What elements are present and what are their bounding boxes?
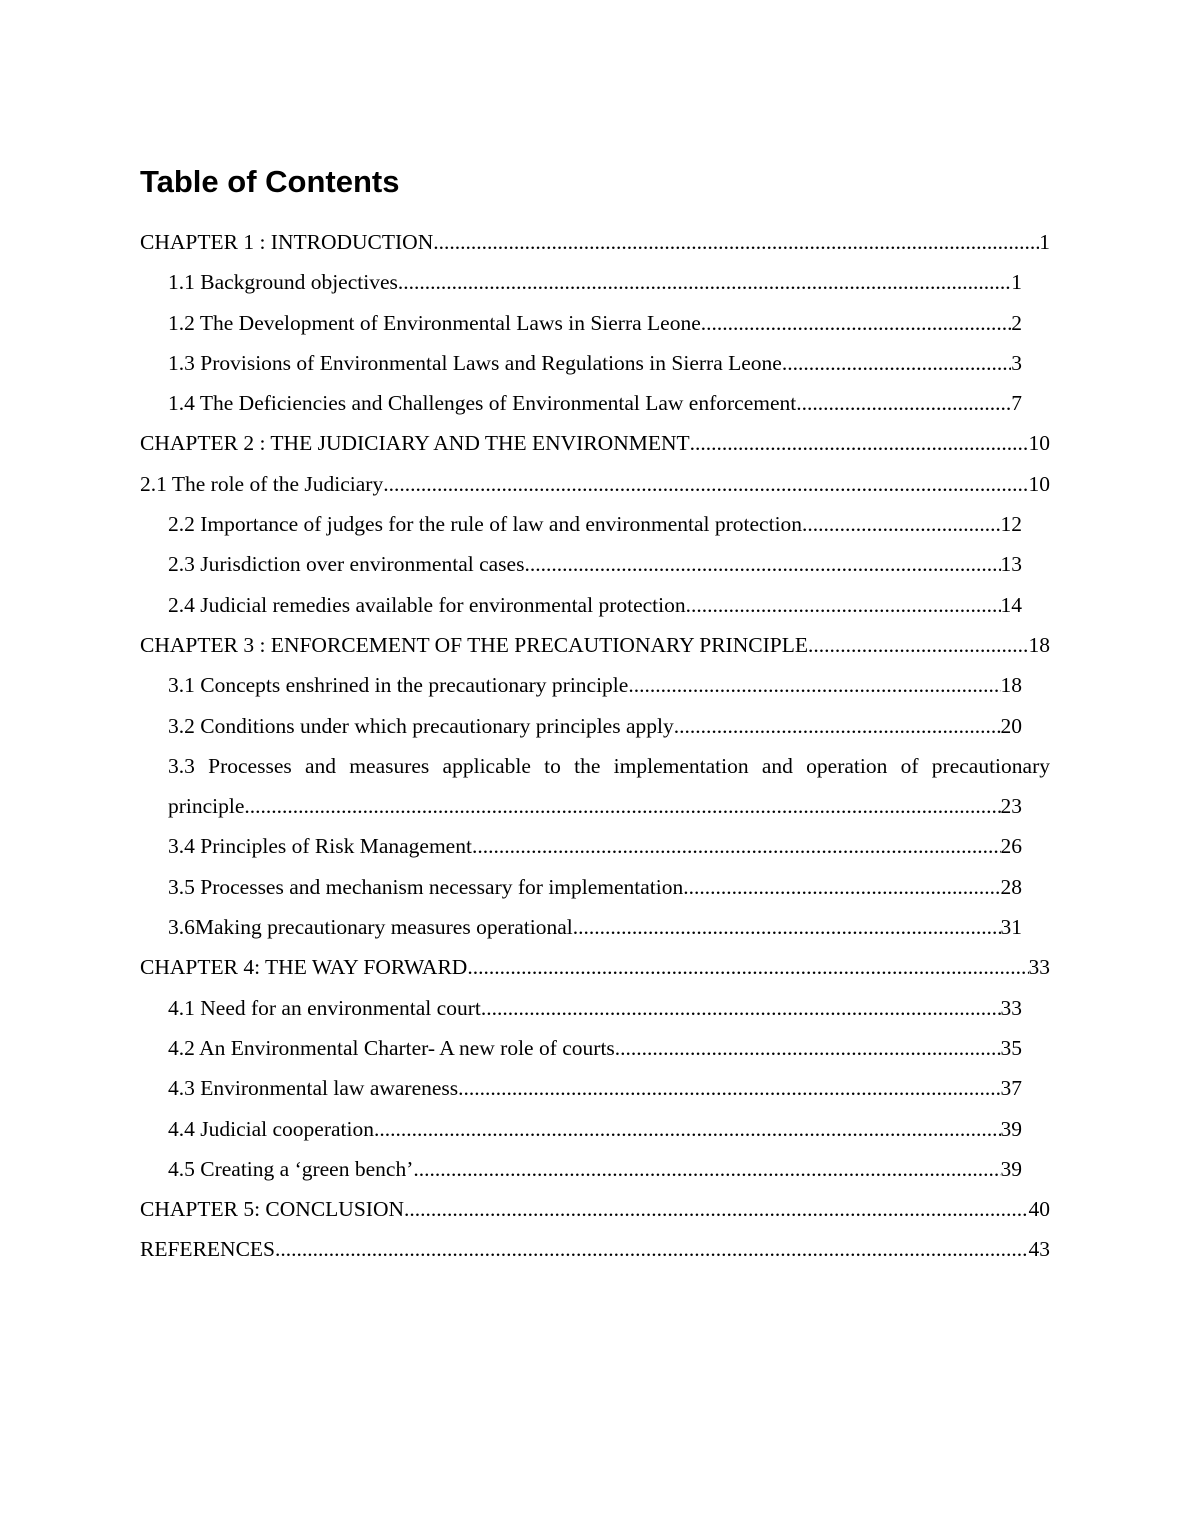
toc-entry-page-number: 1	[1011, 270, 1022, 295]
toc-entry-page-number: 10	[1028, 431, 1050, 456]
toc-entry-page-number: 13	[1000, 552, 1022, 577]
toc-entry-label: 3.5 Processes and mechanism necessary for implementation	[168, 874, 684, 899]
dot-leader	[374, 1109, 1001, 1149]
toc-entry-chapter-4[interactable]	[140, 947, 1050, 987]
toc-entry-2-2[interactable]	[140, 504, 1022, 544]
toc-entry-label: CHAPTER 4: THE WAY FORWARD	[140, 955, 468, 980]
dot-leader	[244, 786, 1000, 826]
toc-entry-label: 4.4 Judicial cooperation	[168, 1116, 374, 1141]
dot-leader	[433, 222, 1039, 262]
dot-leader	[413, 1149, 1000, 1189]
toc-entry-label: 3.4 Principles of Risk Management	[168, 834, 472, 859]
toc-entry-label: CHAPTER 1 : INTRODUCTION	[140, 230, 434, 254]
toc-entry-chapter-5[interactable]	[140, 1189, 1050, 1229]
dot-leader	[472, 826, 1001, 866]
toc-entry-page-number: 12	[1000, 512, 1022, 537]
toc-entry-label: 2.3 Jurisdiction over environmental cases	[168, 552, 525, 577]
toc-entry-label: 2.2 Importance of judges for the rule of law and environmental protection	[168, 512, 803, 537]
toc-entry-label-continued: principle	[168, 794, 245, 819]
toc-entry-1-3[interactable]	[140, 343, 1022, 383]
table-of-contents	[140, 222, 1050, 1270]
dot-leader	[458, 1068, 1000, 1108]
toc-entry-3-2[interactable]	[140, 706, 1022, 746]
toc-entry-label: 1.1 Background objectives	[168, 270, 398, 295]
dot-leader	[796, 383, 1011, 423]
toc-entry-label: 1.4 The Deficiencies and Challenges of Environmental Law enforcement	[168, 391, 797, 416]
toc-entry-4-5[interactable]	[140, 1149, 1022, 1189]
dot-leader	[524, 544, 1000, 584]
dot-leader	[674, 706, 1001, 746]
dot-leader	[467, 947, 1028, 987]
toc-entry-3-5[interactable]	[140, 867, 1022, 907]
toc-entry-page-number: 14	[1000, 592, 1022, 617]
toc-entry-label: CHAPTER 2 : THE JUDICIARY AND THE ENVIRONMENT	[140, 431, 690, 456]
toc-entry-4-3[interactable]	[140, 1068, 1022, 1108]
toc-entry-1-2[interactable]	[140, 303, 1022, 343]
toc-entry-page-number: 28	[1000, 874, 1022, 899]
toc-entry-label: 1.2 The Development of Environmental Laws in Sierra Leone	[168, 310, 701, 335]
dot-leader	[686, 585, 1001, 625]
toc-entry-page-number: 39	[1000, 1116, 1022, 1141]
toc-entry-chapter-2[interactable]	[140, 423, 1050, 463]
toc-entry-label: 3.6Making precautionary measures operational	[168, 915, 573, 940]
dot-leader	[782, 343, 1011, 383]
toc-entry-label: 2.1 The role of the Judiciary	[140, 471, 384, 496]
dot-leader	[398, 262, 1011, 302]
toc-entry-3-6[interactable]	[140, 907, 1022, 947]
toc-title: Table of Contents	[140, 164, 400, 199]
toc-entry-label: 4.5 Creating a ‘green bench’	[168, 1156, 414, 1181]
toc-entry-label: 1.3 Provisions of Environmental Laws and Regulations in Sierra Leone	[168, 350, 782, 375]
dot-leader	[404, 1189, 1029, 1229]
toc-entry-page-number: 1	[1039, 230, 1050, 254]
toc-entry-label: CHAPTER 5: CONCLUSION	[140, 1197, 404, 1222]
toc-entry-page-number: 20	[1000, 713, 1022, 738]
toc-entry-references[interactable]	[140, 1229, 1050, 1269]
dot-leader	[615, 1028, 1001, 1068]
toc-entry-label: REFERENCES	[140, 1237, 275, 1262]
toc-entry-1-4[interactable]	[140, 383, 1022, 423]
dot-leader	[701, 303, 1011, 343]
toc-entry-page-number: 43	[1028, 1237, 1050, 1262]
toc-entry-3-1[interactable]	[140, 665, 1022, 705]
dot-leader	[628, 665, 1000, 705]
toc-entry-label: 3.1 Concepts enshrined in the precautionary principle	[168, 673, 629, 698]
toc-entry-label: 3.2 Conditions under which precautionary principles apply	[168, 713, 674, 738]
toc-entry-page-number: 7	[1011, 391, 1022, 416]
toc-entry-4-4[interactable]	[140, 1109, 1022, 1149]
toc-entry-page-number: 23	[1000, 794, 1022, 819]
toc-entry-label: 4.1 Need for an environmental court	[168, 995, 481, 1020]
toc-entry-label: 4.2 An Environmental Charter- A new role of courts	[168, 1035, 615, 1060]
toc-entry-2-4[interactable]	[140, 585, 1022, 625]
toc-entry-chapter-1[interactable]	[140, 222, 1050, 262]
dot-leader	[481, 988, 1001, 1028]
toc-entry-page-number: 31	[1000, 915, 1022, 940]
toc-entry-page-number: 37	[1000, 1076, 1022, 1101]
toc-entry-label: 3.3 Processes and measures applicable to the implementation and operation of precautionary	[168, 753, 1050, 778]
toc-entry-2-1[interactable]	[140, 464, 1050, 504]
toc-entry-3-4[interactable]	[140, 826, 1022, 866]
toc-entry-page-number: 18	[1028, 632, 1050, 657]
toc-entry-label: 2.4 Judicial remedies available for environmental protection	[168, 592, 686, 617]
toc-entry-page-number: 10	[1028, 471, 1050, 496]
dot-leader	[573, 907, 1001, 947]
toc-entry-page-number: 33	[1028, 955, 1050, 980]
toc-entry-page-number: 2	[1011, 310, 1022, 335]
toc-entry-page-number: 26	[1000, 834, 1022, 859]
toc-entry-2-3[interactable]	[140, 544, 1022, 584]
toc-entry-page-number: 39	[1000, 1156, 1022, 1181]
toc-entry-page-number: 33	[1000, 995, 1022, 1020]
toc-entry-page-number: 3	[1011, 350, 1022, 375]
toc-entry-chapter-3[interactable]	[140, 625, 1050, 665]
toc-entry-4-1[interactable]	[140, 988, 1022, 1028]
toc-entry-page-number: 35	[1000, 1035, 1022, 1060]
dot-leader	[383, 464, 1028, 504]
toc-entry-page-number: 18	[1000, 673, 1022, 698]
dot-leader	[808, 625, 1029, 665]
toc-entry-1-1[interactable]	[140, 262, 1022, 302]
dot-leader	[802, 504, 1000, 544]
toc-entry-4-2[interactable]	[140, 1028, 1022, 1068]
toc-entry-label: 4.3 Environmental law awareness	[168, 1076, 459, 1101]
dot-leader	[275, 1229, 1029, 1269]
dot-leader	[690, 423, 1029, 463]
toc-entry-label: CHAPTER 3 : ENFORCEMENT OF THE PRECAUTIONARY PRINCIPLE	[140, 632, 808, 657]
toc-entry-3-3[interactable]	[140, 746, 1050, 827]
toc-entry-page-number: 40	[1028, 1197, 1050, 1222]
dot-leader	[683, 867, 1000, 907]
